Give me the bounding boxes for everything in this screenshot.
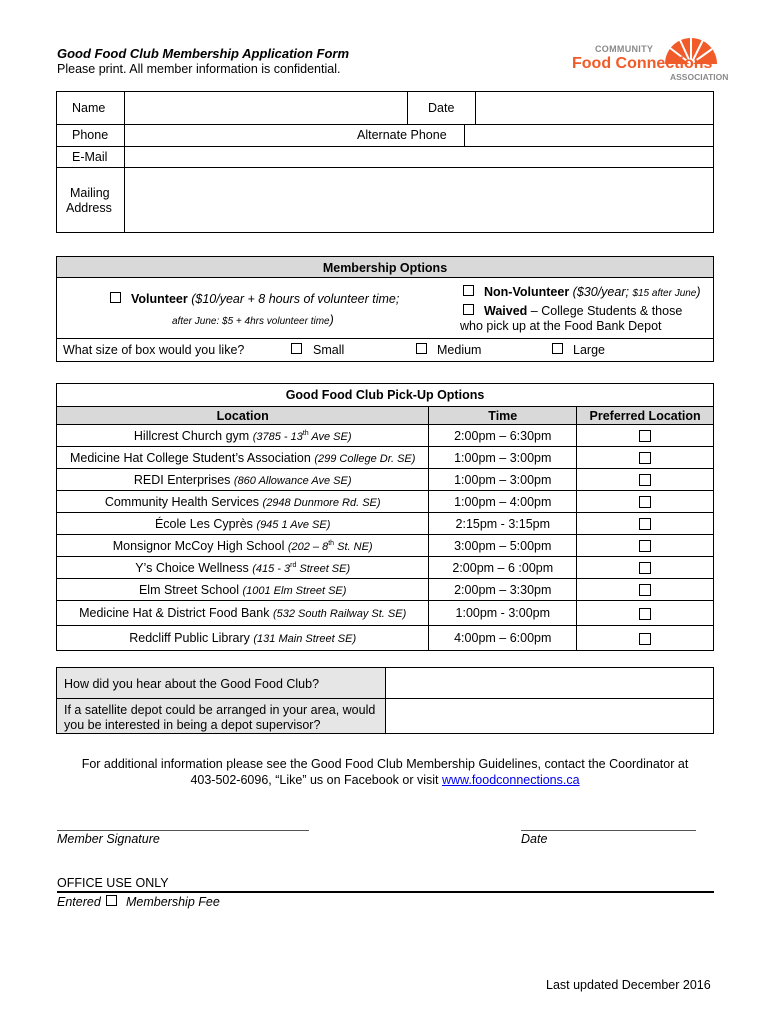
col-time-header: Time xyxy=(429,407,577,425)
phone-input[interactable] xyxy=(126,125,346,145)
address-suffix: th xyxy=(302,429,309,437)
date-label: Date xyxy=(428,101,455,115)
box-size-question: What size of box would you like? xyxy=(63,343,245,357)
entered-label: Entered xyxy=(57,895,101,909)
pickup-location xyxy=(57,469,429,491)
preferred-location-cell xyxy=(577,425,714,447)
location-address: (860 Allowance Ave SE) xyxy=(233,474,352,487)
location-address: (532 South Railway St. SE) xyxy=(272,608,407,620)
phone-label: Phone xyxy=(72,128,109,142)
pickup-row xyxy=(57,626,714,651)
location-name: Y’s Choice Wellness xyxy=(135,560,249,575)
pickup-location xyxy=(57,491,429,513)
pickup-title: Good Food Club Pick-Up Options xyxy=(57,384,714,407)
signature-date-input[interactable] xyxy=(521,808,696,830)
address-input[interactable] xyxy=(126,168,713,232)
preferred-location-checkbox[interactable] xyxy=(639,452,651,464)
email-label: E-Mail xyxy=(72,150,108,164)
pickup-time: 1:00pm – 3:00pm xyxy=(429,447,577,469)
address-suffix: rd xyxy=(290,561,297,569)
logo xyxy=(570,28,729,84)
pickup-row xyxy=(57,601,714,626)
preferred-location-cell xyxy=(577,535,714,557)
form-subtitle: Please print. All member information is confidential. xyxy=(57,62,341,76)
pickup-time: 2:15pm - 3:15pm xyxy=(429,513,577,535)
preferred-location-checkbox[interactable] xyxy=(639,540,651,552)
pickup-table xyxy=(56,383,714,651)
address-suffix: th xyxy=(328,539,335,547)
preferred-location-cell xyxy=(577,579,714,601)
pickup-row xyxy=(57,491,714,513)
hear-about-input[interactable] xyxy=(387,668,713,697)
office-use-title: OFFICE USE ONLY xyxy=(57,876,169,890)
pickup-location xyxy=(57,513,429,535)
location-name: Redcliff Public Library xyxy=(129,631,250,645)
preferred-location-cell xyxy=(577,557,714,579)
location-address-end: St. NE) xyxy=(334,540,373,553)
pickup-time: 2:00pm – 3:30pm xyxy=(429,579,577,601)
col-location-header: Location xyxy=(57,407,429,425)
pickup-location xyxy=(57,425,429,447)
pickup-location xyxy=(57,601,429,626)
volunteer-close: ) xyxy=(329,313,334,327)
non-volunteer-label: Non-Volunteer xyxy=(484,285,570,299)
form-title: Good Food Club Membership Application Form xyxy=(57,46,350,61)
pickup-time: 3:00pm – 5:00pm xyxy=(429,535,577,557)
pickup-location xyxy=(57,447,429,469)
location-name: REDI Enterprises xyxy=(133,472,231,487)
location-name: Elm Street School xyxy=(138,582,239,597)
preferred-location-checkbox[interactable] xyxy=(639,584,651,596)
pickup-row xyxy=(57,513,714,535)
pickup-time: 4:00pm – 6:00pm xyxy=(429,626,577,651)
alt-phone-input[interactable] xyxy=(466,125,713,145)
pickup-location xyxy=(57,535,429,557)
pickup-row xyxy=(57,557,714,579)
name-label: Name xyxy=(72,101,106,115)
preferred-location-cell xyxy=(577,513,714,535)
preferred-location-checkbox[interactable] xyxy=(639,474,651,486)
location-address: (131 Main Street SE) xyxy=(253,633,357,645)
preferred-location-cell xyxy=(577,447,714,469)
location-name: Monsignor McCoy High School xyxy=(112,538,285,553)
preferred-location-checkbox[interactable] xyxy=(639,518,651,530)
depot-supervisor-input[interactable] xyxy=(387,699,713,733)
preferred-location-checkbox[interactable] xyxy=(639,430,651,442)
preferred-location-checkbox[interactable] xyxy=(639,496,651,508)
location-name: Medicine Hat & District Food Bank xyxy=(79,606,270,620)
pickup-time: 1:00pm - 3:00pm xyxy=(429,601,577,626)
website-link[interactable]: www.foodconnections.ca xyxy=(441,773,580,787)
signature-label: Member Signature xyxy=(57,832,160,846)
info-line-2: 403-502-6096, “Like” us on Facebook or visit xyxy=(190,773,442,787)
email-input[interactable] xyxy=(126,147,713,166)
alt-phone-label: Alternate Phone xyxy=(357,128,447,142)
size-medium-checkbox[interactable] xyxy=(416,343,427,354)
membership-fee-label: Membership Fee xyxy=(126,895,220,909)
size-medium-label: Medium xyxy=(437,343,482,357)
non-volunteer-detail: ($30/year; xyxy=(572,285,629,299)
non-volunteer-close: ) xyxy=(696,285,701,299)
location-name: Medicine Hat College Student’s Association xyxy=(69,450,311,465)
info-line-1: For additional information please see the Good Food Club Membership Guidelines, contact the Coordinator at xyxy=(81,757,689,771)
waived-checkbox[interactable] xyxy=(463,304,474,315)
pickup-location xyxy=(57,626,429,651)
pickup-row xyxy=(57,469,714,491)
pickup-row xyxy=(57,425,714,447)
pickup-row xyxy=(57,579,714,601)
preferred-location-cell xyxy=(577,626,714,651)
preferred-location-checkbox[interactable] xyxy=(639,608,651,620)
location-address: (202 – 8 xyxy=(287,540,329,553)
location-name: Community Health Services xyxy=(104,494,260,509)
signature-input[interactable] xyxy=(57,808,309,830)
waived-line-2: who pick up at the Food Bank Depot xyxy=(460,319,662,333)
waived-detail: – College Students & those xyxy=(530,304,683,318)
pickup-row xyxy=(57,535,714,557)
non-volunteer-after: $15 after June xyxy=(632,288,697,299)
waived-label: Waived xyxy=(484,304,528,318)
preferred-location-cell xyxy=(577,469,714,491)
location-address: (1001 Elm Street SE) xyxy=(242,584,347,597)
location-name: École Les Cyprès xyxy=(154,516,253,531)
last-updated: Last updated December 2016 xyxy=(546,978,711,992)
question-depot-line-1: If a satellite depot could be arranged in your area, would xyxy=(64,703,376,717)
location-address-end: Street SE) xyxy=(296,562,351,575)
location-address: (3785 - 13 xyxy=(252,430,303,443)
size-large-label: Large xyxy=(573,343,605,357)
date-input[interactable] xyxy=(477,92,713,123)
name-input[interactable] xyxy=(126,92,406,123)
logo-line-2: Food Connections xyxy=(572,55,713,72)
volunteer-detail: ($10/year + 8 hours of volunteer time; xyxy=(191,292,400,306)
pickup-time: 2:00pm – 6:30pm xyxy=(429,425,577,447)
question-hear-about: How did you hear about the Good Food Club? xyxy=(64,677,320,691)
membership-title: Membership Options xyxy=(322,261,448,275)
location-name: Hillcrest Church gym xyxy=(133,428,250,443)
entered-checkbox[interactable] xyxy=(106,895,117,906)
location-address: (945 1 Ave SE) xyxy=(256,518,331,531)
preferred-location-cell xyxy=(577,601,714,626)
size-small-checkbox[interactable] xyxy=(291,343,302,354)
logo-line-3: ASSOCIATION xyxy=(670,72,729,82)
volunteer-after: after June: $5 + 4hrs volunteer time xyxy=(172,316,330,327)
location-address-end: Ave SE) xyxy=(308,430,352,443)
logo-line-1: COMMUNITY xyxy=(595,44,654,54)
preferred-location-checkbox[interactable] xyxy=(639,562,651,574)
location-address: (299 College Dr. SE) xyxy=(314,452,416,465)
size-small-label: Small xyxy=(313,343,345,357)
pickup-time: 1:00pm – 3:00pm xyxy=(429,469,577,491)
pickup-row xyxy=(57,447,714,469)
col-preferred-header: Preferred Location xyxy=(577,407,714,425)
pickup-time: 1:00pm – 4:00pm xyxy=(429,491,577,513)
volunteer-label: Volunteer xyxy=(131,292,188,306)
location-address: (415 - 3 xyxy=(252,562,291,575)
pickup-location xyxy=(57,579,429,601)
preferred-location-cell xyxy=(577,491,714,513)
pickup-location xyxy=(57,557,429,579)
preferred-location-checkbox[interactable] xyxy=(639,633,651,645)
size-large-checkbox[interactable] xyxy=(552,343,563,354)
volunteer-checkbox[interactable] xyxy=(110,292,121,303)
question-depot-line-2: you be interested in being a depot supervisor? xyxy=(64,718,321,732)
mailing-label-2: Address xyxy=(66,201,112,215)
non-volunteer-checkbox[interactable] xyxy=(463,285,474,296)
signature-date-label: Date xyxy=(521,832,548,846)
pickup-time: 2:00pm – 6 :00pm xyxy=(429,557,577,579)
mailing-label-1: Mailing xyxy=(70,186,110,200)
location-address: (2948 Dunmore Rd. SE) xyxy=(262,496,381,509)
